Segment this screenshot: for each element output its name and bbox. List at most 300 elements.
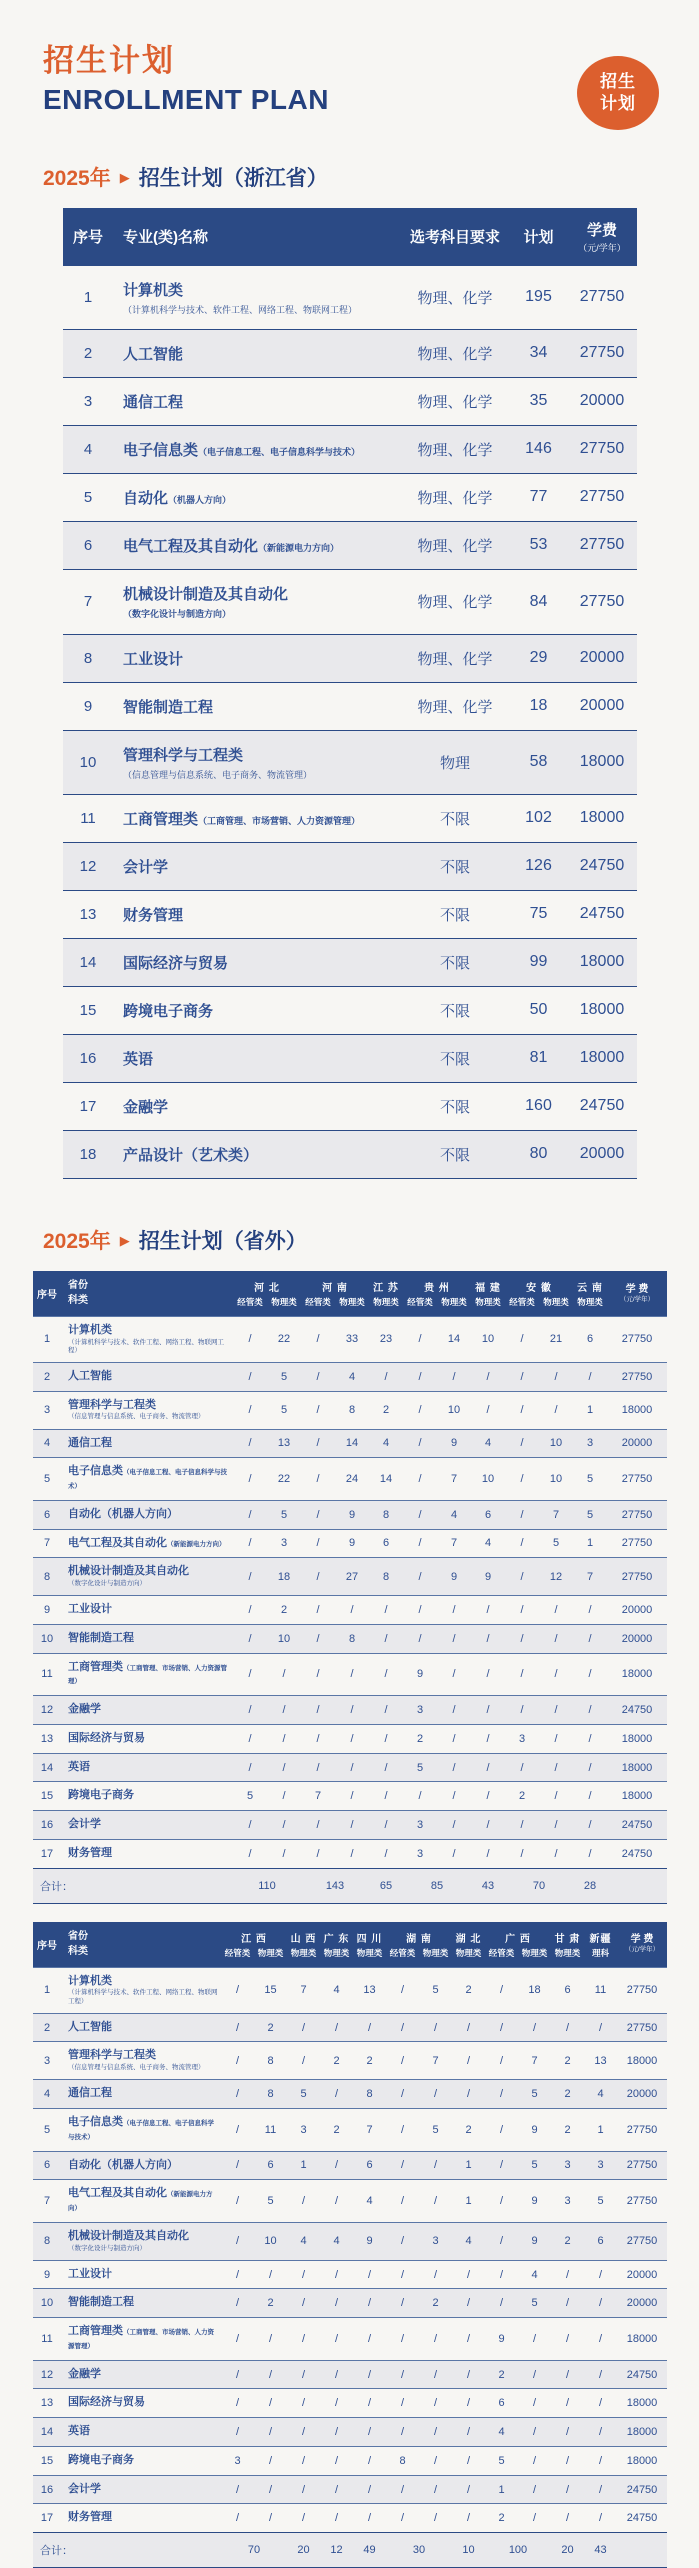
value-cell: / xyxy=(584,2475,617,2504)
value-cell: / xyxy=(221,1967,254,2013)
header-category: 物理类 xyxy=(353,1946,386,1968)
fee-cell: 20000 xyxy=(567,377,637,425)
table-row xyxy=(33,1429,667,1458)
header-fee: 学费 （元/学年） xyxy=(567,208,637,266)
fee-cell: 27750 xyxy=(607,1558,667,1596)
value-cell: / xyxy=(386,2080,419,2109)
major-cell xyxy=(61,1782,233,1811)
value-cell: / xyxy=(335,1653,369,1696)
serial-cell: 13 xyxy=(63,890,113,938)
value-cell: / xyxy=(353,2475,386,2504)
table-row xyxy=(33,1782,667,1811)
major-cell xyxy=(61,1811,233,1840)
value-cell: 7 xyxy=(437,1529,471,1558)
value-cell: 3 xyxy=(573,1429,607,1458)
table-row xyxy=(63,569,637,634)
fee-cell: 20000 xyxy=(617,2260,667,2289)
value-cell: / xyxy=(485,2042,518,2080)
major-name: 机械设计制造及其自动化 xyxy=(68,1565,189,1578)
value-cell: / xyxy=(386,2289,419,2318)
value-cell: 9 xyxy=(335,1529,369,1558)
value-cell: / xyxy=(518,2475,551,2504)
zhejiang-plan-table xyxy=(63,208,637,1179)
value-cell: 6 xyxy=(471,1500,505,1529)
header-row xyxy=(63,208,637,266)
value-cell: 2 xyxy=(254,2013,287,2042)
value-cell: 6 xyxy=(369,1529,403,1558)
total-value-cell: 20 xyxy=(287,2533,320,2568)
major-sub-inline: （电子信息工程、电子信息科学与技术） xyxy=(68,2120,214,2141)
value-cell: / xyxy=(287,2504,320,2533)
value-cell: / xyxy=(287,2318,320,2361)
header-row-province xyxy=(33,1922,667,1946)
value-cell: / xyxy=(584,2360,617,2389)
fee-cell: 20000 xyxy=(617,2080,667,2109)
major-name: 管理科学与工程类 xyxy=(123,746,244,764)
table-body xyxy=(33,1316,667,1903)
value-cell: 1 xyxy=(485,2475,518,2504)
serial-cell: 13 xyxy=(33,1724,61,1753)
major-name: 跨境电子商务 xyxy=(68,1789,134,1802)
header-row-province xyxy=(33,1271,667,1295)
value-cell: / xyxy=(386,2013,419,2042)
serial-cell: 11 xyxy=(33,1653,61,1696)
serial-cell: 2 xyxy=(33,1362,61,1391)
fee-cell: 18000 xyxy=(607,1653,667,1696)
value-cell: / xyxy=(233,1429,267,1458)
table-row xyxy=(33,1558,667,1596)
major-name: 国际经济与贸易 xyxy=(68,1731,145,1744)
table-row xyxy=(33,1696,667,1725)
value-cell: / xyxy=(584,2013,617,2042)
value-cell: / xyxy=(386,2222,419,2260)
badge-line-1: 招生 xyxy=(600,71,636,91)
value-cell: / xyxy=(403,1624,437,1653)
value-cell: 14 xyxy=(335,1429,369,1458)
value-cell: 3 xyxy=(551,2180,584,2223)
value-cell: 5 xyxy=(539,1529,573,1558)
value-cell: / xyxy=(584,2389,617,2418)
serial-cell: 17 xyxy=(33,1839,61,1868)
value-cell: / xyxy=(254,2360,287,2389)
page-title-cn: 招生计划 xyxy=(43,43,175,78)
major-cell xyxy=(113,377,400,425)
value-cell: / xyxy=(419,2180,452,2223)
fee-cell: 24750 xyxy=(567,842,637,890)
serial-cell: 18 xyxy=(63,1130,113,1178)
value-cell: / xyxy=(287,2475,320,2504)
value-cell: / xyxy=(584,2446,617,2475)
serial-cell: 2 xyxy=(63,329,113,377)
value-cell: / xyxy=(518,2418,551,2447)
value-cell: 2 xyxy=(320,2109,353,2152)
table-row xyxy=(33,1529,667,1558)
fee-cell: 18000 xyxy=(567,938,637,986)
table-row xyxy=(33,2151,667,2180)
fee-cell: 24750 xyxy=(607,1839,667,1868)
major-cell xyxy=(61,2260,221,2289)
value-cell: / xyxy=(551,2504,584,2533)
table-row xyxy=(63,329,637,377)
value-cell: 4 xyxy=(320,1967,353,2013)
header-category: 经管类 xyxy=(403,1295,437,1317)
serial-cell: 5 xyxy=(63,473,113,521)
value-cell: / xyxy=(353,2318,386,2361)
subjects-cell: 物理、化学 xyxy=(400,634,510,682)
fee-cell: 27750 xyxy=(567,265,637,329)
value-cell: 6 xyxy=(584,2222,617,2260)
value-cell: / xyxy=(551,2418,584,2447)
value-cell: / xyxy=(320,2418,353,2447)
major-cell xyxy=(61,1500,233,1529)
header-category: 物理类 xyxy=(471,1295,505,1317)
major-name: 国际经济与贸易 xyxy=(123,954,229,972)
value-cell: / xyxy=(320,2260,353,2289)
value-cell: 8 xyxy=(254,2042,287,2080)
major-name: 机械设计制造及其自动化 xyxy=(68,2229,189,2242)
value-cell: 5 xyxy=(584,2180,617,2223)
header-category: 物理类 xyxy=(287,1946,320,1968)
value-cell: / xyxy=(221,2389,254,2418)
value-cell: / xyxy=(320,2446,353,2475)
value-cell: 5 xyxy=(573,1458,607,1501)
major-name: 工业设计 xyxy=(68,1603,112,1616)
value-cell: / xyxy=(485,2013,518,2042)
major-name: 工商管理类（工商管理、市场营销、人力资源管理） xyxy=(68,2325,214,2350)
table-row xyxy=(33,2180,667,2223)
plan-cell: 58 xyxy=(510,730,567,794)
value-cell: / xyxy=(551,2289,584,2318)
header-province: 云 南 xyxy=(573,1271,607,1295)
major-cell xyxy=(113,890,400,938)
major-sub: （数字化设计与制造方向） xyxy=(68,1580,146,1588)
value-cell: / xyxy=(221,2151,254,2180)
total-value-cell: 10 xyxy=(452,2533,485,2568)
value-cell: / xyxy=(485,2151,518,2180)
table-row xyxy=(33,2475,667,2504)
value-cell: / xyxy=(551,2013,584,2042)
value-cell: / xyxy=(419,2318,452,2361)
value-cell: / xyxy=(254,2318,287,2361)
major-cell xyxy=(61,1624,233,1653)
value-cell: / xyxy=(539,1753,573,1782)
major-cell xyxy=(113,1034,400,1082)
value-cell: / xyxy=(573,1696,607,1725)
fee-cell: 24750 xyxy=(617,2475,667,2504)
value-cell: 18 xyxy=(518,1967,551,2013)
major-cell xyxy=(113,473,400,521)
value-cell: 27 xyxy=(335,1558,369,1596)
value-cell: / xyxy=(353,2389,386,2418)
value-cell: 7 xyxy=(419,2042,452,2080)
header-category: 经管类 xyxy=(386,1946,419,1968)
section-label: 招生计划（浙江省） xyxy=(138,166,328,190)
major-cell xyxy=(61,1362,233,1391)
value-cell: / xyxy=(369,1696,403,1725)
fee-cell: 27750 xyxy=(617,1967,667,2013)
value-cell: 24 xyxy=(335,1458,369,1501)
header-category: 物理类 xyxy=(452,1946,485,1968)
header-category: 经管类 xyxy=(233,1295,267,1317)
plan-cell: 81 xyxy=(510,1034,567,1082)
value-cell: / xyxy=(452,2446,485,2475)
fee-cell: 27750 xyxy=(607,1458,667,1501)
header-subjects: 选考科目要求 xyxy=(400,208,510,266)
plan-cell: 77 xyxy=(510,473,567,521)
value-cell: / xyxy=(386,2418,419,2447)
value-cell: / xyxy=(518,2013,551,2042)
value-cell: / xyxy=(233,1558,267,1596)
major-cell xyxy=(113,938,400,986)
serial-cell: 3 xyxy=(33,1391,61,1429)
table-row xyxy=(63,730,637,794)
major-cell xyxy=(113,425,400,473)
fee-cell: 27750 xyxy=(567,521,637,569)
value-cell: 4 xyxy=(353,2180,386,2223)
major-name: 电子信息类（电子信息工程、电子信息科学与技术） xyxy=(123,441,361,459)
serial-cell: 3 xyxy=(63,377,113,425)
table-row xyxy=(63,890,637,938)
value-cell: 7 xyxy=(353,2109,386,2152)
fee-cell: 24750 xyxy=(607,1696,667,1725)
fee-cell: 18000 xyxy=(607,1724,667,1753)
serial-cell: 8 xyxy=(33,2222,61,2260)
value-cell: / xyxy=(505,1811,539,1840)
value-cell: 8 xyxy=(369,1558,403,1596)
value-cell: / xyxy=(233,1316,267,1362)
value-cell: 8 xyxy=(335,1624,369,1653)
fee-cell: 18000 xyxy=(607,1753,667,1782)
serial-cell: 13 xyxy=(33,2389,61,2418)
value-cell: / xyxy=(403,1596,437,1625)
table-row xyxy=(33,2418,667,2447)
table-row xyxy=(63,1082,637,1130)
value-cell: 5 xyxy=(573,1500,607,1529)
table-row xyxy=(63,1130,637,1178)
total-value-cell: 49 xyxy=(353,2533,386,2568)
value-cell: / xyxy=(485,2109,518,2152)
table-row xyxy=(33,2360,667,2389)
table-head xyxy=(33,1922,667,1968)
value-cell: / xyxy=(485,2289,518,2318)
value-cell: 4 xyxy=(335,1362,369,1391)
value-cell: / xyxy=(573,1753,607,1782)
value-cell: / xyxy=(287,2260,320,2289)
value-cell: / xyxy=(353,2446,386,2475)
value-cell: 5 xyxy=(267,1391,301,1429)
serial-cell: 11 xyxy=(33,2318,61,2361)
subjects-cell: 物理 xyxy=(400,730,510,794)
value-cell: / xyxy=(233,1458,267,1501)
value-cell: 5 xyxy=(403,1753,437,1782)
value-cell: 15 xyxy=(254,1967,287,2013)
enrollment-badge xyxy=(577,56,659,130)
header-plan: 计划 xyxy=(510,208,567,266)
value-cell: / xyxy=(452,2475,485,2504)
table-row xyxy=(33,1362,667,1391)
value-cell: / xyxy=(403,1391,437,1429)
value-cell: 10 xyxy=(471,1458,505,1501)
major-cell xyxy=(61,2042,221,2080)
value-cell: 9 xyxy=(518,2222,551,2260)
value-cell: / xyxy=(386,2260,419,2289)
header-province-category xyxy=(61,1271,233,1317)
header-fee-sub: （元/学年） xyxy=(578,242,626,253)
value-cell: / xyxy=(320,2475,353,2504)
section-title-outside xyxy=(43,1225,667,1255)
value-cell: / xyxy=(551,2318,584,2361)
subjects-cell: 不限 xyxy=(400,938,510,986)
value-cell: / xyxy=(437,1811,471,1840)
major-name: 通信工程 xyxy=(123,393,184,411)
serial-cell: 5 xyxy=(33,1458,61,1501)
major-name: 机械设计制造及其自动化（数字化设计与制造方向） xyxy=(123,585,289,619)
table-row xyxy=(63,682,637,730)
value-cell: / xyxy=(267,1811,301,1840)
value-cell: / xyxy=(471,1839,505,1868)
value-cell: / xyxy=(539,1653,573,1696)
plan-cell: 50 xyxy=(510,986,567,1034)
serial-cell: 9 xyxy=(33,1596,61,1625)
value-cell: / xyxy=(419,2504,452,2533)
fee-cell: 27750 xyxy=(617,2013,667,2042)
value-cell: 9 xyxy=(485,2318,518,2361)
major-sub-inline: （新能源电力方向） xyxy=(68,2191,213,2213)
header-province: 贵 州 xyxy=(403,1271,471,1295)
total-value-cell: 20 xyxy=(551,2533,584,2568)
value-cell: / xyxy=(233,1696,267,1725)
value-cell: / xyxy=(221,2289,254,2318)
serial-cell: 12 xyxy=(63,842,113,890)
fee-cell: 18000 xyxy=(567,794,637,842)
major-sub: （信息管理与信息系统、电子商务、物流管理） xyxy=(68,1413,205,1421)
value-cell: / xyxy=(353,2360,386,2389)
value-cell: / xyxy=(233,1529,267,1558)
value-cell: / xyxy=(505,1429,539,1458)
value-cell: 2 xyxy=(551,2222,584,2260)
table-row xyxy=(33,2013,667,2042)
value-cell: / xyxy=(254,2504,287,2533)
table-gap xyxy=(33,1904,667,1922)
corner-line-category: 科类 xyxy=(68,1946,88,1958)
value-cell: 2 xyxy=(419,2289,452,2318)
major-cell xyxy=(61,1839,233,1868)
header-category: 物理类 xyxy=(573,1295,607,1317)
header-category: 经管类 xyxy=(301,1295,335,1317)
value-cell: / xyxy=(403,1782,437,1811)
value-cell: / xyxy=(437,1782,471,1811)
major-name: 电气工程及其自动化（新能源电力方向） xyxy=(68,1536,226,1549)
value-cell: / xyxy=(539,1391,573,1429)
total-value-cell: 100 xyxy=(485,2533,551,2568)
serial-cell: 4 xyxy=(33,2080,61,2109)
value-cell: / xyxy=(573,1811,607,1840)
serial-cell: 2 xyxy=(33,2013,61,2042)
value-cell: / xyxy=(471,1811,505,1840)
plan-cell: 84 xyxy=(510,569,567,634)
table-row xyxy=(33,2446,667,2475)
serial-cell: 7 xyxy=(63,569,113,634)
header-category: 物理类 xyxy=(419,1946,452,1968)
value-cell: / xyxy=(419,2151,452,2180)
serial-cell: 9 xyxy=(63,682,113,730)
value-cell: / xyxy=(233,1653,267,1696)
major-name: 跨境电子商务 xyxy=(68,2453,134,2466)
value-cell: / xyxy=(221,2222,254,2260)
value-cell: 11 xyxy=(584,1967,617,2013)
value-cell: / xyxy=(539,1724,573,1753)
value-cell: / xyxy=(584,2289,617,2318)
value-cell: / xyxy=(452,2360,485,2389)
major-cell xyxy=(61,1429,233,1458)
value-cell: / xyxy=(573,1624,607,1653)
major-cell xyxy=(61,2013,221,2042)
header-province: 湖 南 xyxy=(386,1922,452,1946)
value-cell: / xyxy=(233,1753,267,1782)
table-row xyxy=(33,2289,667,2318)
table-row xyxy=(63,938,637,986)
value-cell: / xyxy=(320,2080,353,2109)
major-name: 工业设计 xyxy=(68,2267,112,2280)
value-cell: 6 xyxy=(485,2389,518,2418)
subjects-cell: 不限 xyxy=(400,986,510,1034)
value-cell: / xyxy=(403,1458,437,1501)
value-cell: 2 xyxy=(485,2504,518,2533)
value-cell: / xyxy=(301,1558,335,1596)
value-cell: 18 xyxy=(267,1558,301,1596)
value-cell: 13 xyxy=(267,1429,301,1458)
plan-cell: 53 xyxy=(510,521,567,569)
fee-cell: 18000 xyxy=(607,1391,667,1429)
value-cell: 5 xyxy=(287,2080,320,2109)
value-cell: / xyxy=(437,1362,471,1391)
value-cell: / xyxy=(485,2080,518,2109)
table-row xyxy=(33,2222,667,2260)
outside-plan-table-2 xyxy=(33,1922,667,2568)
value-cell: / xyxy=(505,1839,539,1868)
plan-cell: 18 xyxy=(510,682,567,730)
major-cell xyxy=(61,2475,221,2504)
serial-cell: 16 xyxy=(33,2475,61,2504)
major-name: 工商管理类（工商管理、市场营销、人力资源管理） xyxy=(123,810,361,828)
header-province: 四 川 xyxy=(353,1922,386,1946)
serial-cell: 7 xyxy=(33,1529,61,1558)
value-cell: 7 xyxy=(287,1967,320,2013)
value-cell: / xyxy=(386,2151,419,2180)
header-category: 经管类 xyxy=(505,1295,539,1317)
fee-cell: 27750 xyxy=(617,2222,667,2260)
header-province: 安 徽 xyxy=(505,1271,573,1295)
page-header xyxy=(43,44,667,116)
value-cell: / xyxy=(254,2389,287,2418)
table-row xyxy=(33,1811,667,1840)
value-cell: 22 xyxy=(267,1458,301,1501)
value-cell: / xyxy=(539,1624,573,1653)
page-title-en: ENROLLMENT PLAN xyxy=(43,84,329,116)
major-sub-inline: （工商管理、市场营销、人力资源管理） xyxy=(68,1664,227,1686)
serial-cell: 9 xyxy=(33,2260,61,2289)
value-cell: 3 xyxy=(505,1724,539,1753)
major-name: 人工智能 xyxy=(68,1369,112,1382)
value-cell: / xyxy=(267,1724,301,1753)
value-cell: / xyxy=(584,2418,617,2447)
table-row xyxy=(63,1034,637,1082)
section-year: 2025年 xyxy=(43,1229,111,1253)
value-cell: / xyxy=(437,1653,471,1696)
value-cell: 5 xyxy=(267,1362,301,1391)
value-cell: / xyxy=(584,2260,617,2289)
table-row xyxy=(63,377,637,425)
